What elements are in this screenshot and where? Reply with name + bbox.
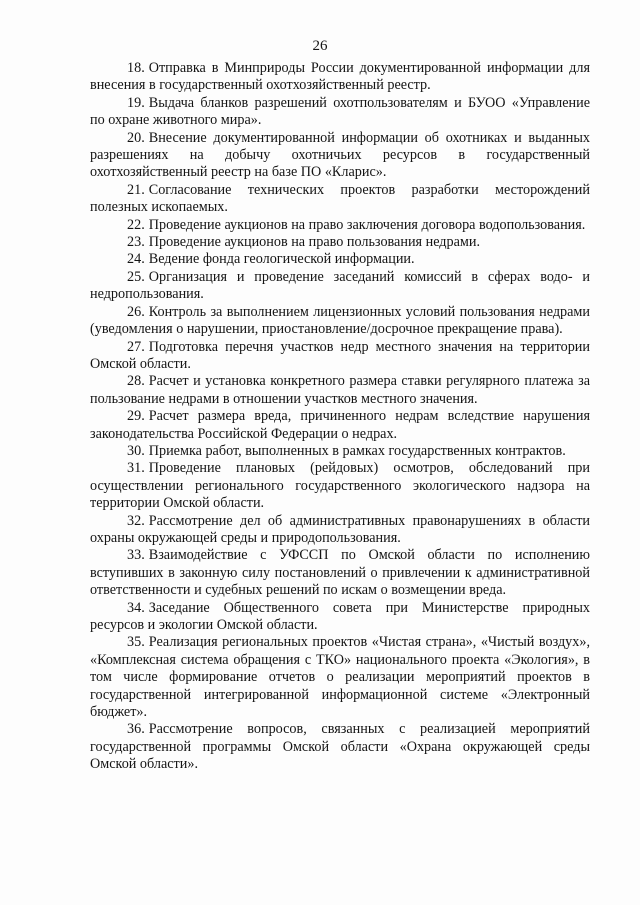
list-item: [90, 304, 590, 339]
item-text: Расчет размера вреда, причиненного недрам вследствие нарушения законодательства Российской Федерации о недрах.: [90, 408, 590, 442]
list-item: [90, 269, 590, 304]
item-text: Взаимодействие с УФССП по Омской области по исполнению вступивших в законную силу постановлений о привлечении к административной ответственности и судебных решений по искам о возмещении вреда.: [90, 547, 590, 599]
item-number: 34.: [127, 599, 145, 616]
item-text: Расчет и установка конкретного размера ставки регулярного платежа за пользование недрами в отношении участков местного значения.: [90, 373, 590, 407]
list-item: [90, 217, 590, 234]
item-text: Ведение фонда геологической информации.: [148, 251, 415, 268]
list-item: [90, 443, 590, 460]
item-text: Подготовка перечня участков недр местного значения на территории Омской области.: [90, 338, 590, 372]
item-number: 21.: [127, 181, 145, 198]
list-item: [90, 547, 590, 599]
page-number: 26: [312, 38, 328, 54]
item-text: Согласование технических проектов разработки месторождений полезных ископаемых.: [90, 181, 590, 216]
list-item: [90, 373, 590, 408]
list-item: [90, 600, 590, 635]
item-number: 25.: [127, 268, 145, 285]
item-number: 30.: [127, 442, 145, 459]
list-item: [90, 130, 590, 182]
numbered-list: [90, 60, 590, 774]
item-text: Реализация региональных проектов «Чистая страна», «Чистый воздух», «Комплексная система обращения с ТКО» национального проекта «Экология», в том числе формирование отчетов о реализации мероприятий проектов в государственной интегрированной информационной системе «Электронный бюджет».: [90, 634, 590, 721]
item-number: 27.: [127, 338, 145, 355]
item-number: 36.: [127, 721, 145, 738]
item-number: 23.: [127, 234, 145, 251]
item-number: 26.: [127, 303, 145, 320]
item-text: Выдача бланков разрешений охотпользователям и БУОО «Управление по охране животного мира».: [90, 94, 590, 129]
item-number: 35.: [127, 634, 145, 651]
list-item: [90, 408, 590, 443]
item-text: Рассмотрение дел об административных правонарушениях в области охраны окружающей среды и природопользования.: [90, 512, 590, 546]
item-text: Проведение плановых (рейдовых) осмотров, обследований при осуществлении регионального государственного экологического надзора на территории Омской области.: [90, 460, 590, 512]
list-item: [90, 182, 590, 217]
item-text: Отправка в Минприроды России документированной информации для внесения в государственный охотхозяйственный реестр.: [90, 60, 590, 94]
item-number: 24.: [127, 251, 145, 268]
item-number: 19.: [127, 94, 145, 111]
item-text: Контроль за выполнением лицензионных условий пользования недрами (уведомления о нарушении, приостановление/досрочное прекращение права).: [90, 303, 590, 338]
item-text: Организация и проведение заседаний комиссий в сферах водо- и недропользования.: [90, 268, 590, 303]
item-number: 31.: [127, 460, 145, 477]
item-number: 28.: [127, 373, 145, 390]
list-item: [90, 251, 590, 268]
item-number: 18.: [127, 60, 145, 76]
item-text: Заседание Общественного совета при Министерстве природных ресурсов и экологии Омской области.: [90, 599, 590, 633]
list-item: [90, 460, 590, 512]
item-text: Проведение аукционов на право заключения договора водопользования.: [148, 216, 586, 233]
list-item: [90, 513, 590, 548]
list-item: [90, 234, 590, 251]
list-item: [90, 95, 590, 130]
list-item: [90, 721, 590, 773]
list-item: [90, 634, 590, 721]
list-item: [90, 60, 590, 95]
item-number: 29.: [127, 408, 145, 425]
item-number: 20.: [127, 129, 145, 146]
item-number: 33.: [127, 547, 145, 564]
item-text: Проведение аукционов на право пользования недрами.: [148, 234, 481, 251]
item-text: Внесение документированной информации об охотниках и выданных разрешениях на добычу охотничьих ресурсов в государственный охотхозяйственный реестр на базе ПО «Кларис».: [90, 129, 590, 181]
item-text: Рассмотрение вопросов, связанных с реализацией мероприятий государственной программы Омской области «Охрана окружающей среды Омской области».: [90, 721, 590, 773]
item-number: 32.: [127, 512, 145, 529]
item-number: 22.: [127, 216, 145, 233]
item-text: Приемка работ, выполненных в рамках государственных контрактов.: [148, 442, 566, 459]
list-item: [90, 339, 590, 374]
